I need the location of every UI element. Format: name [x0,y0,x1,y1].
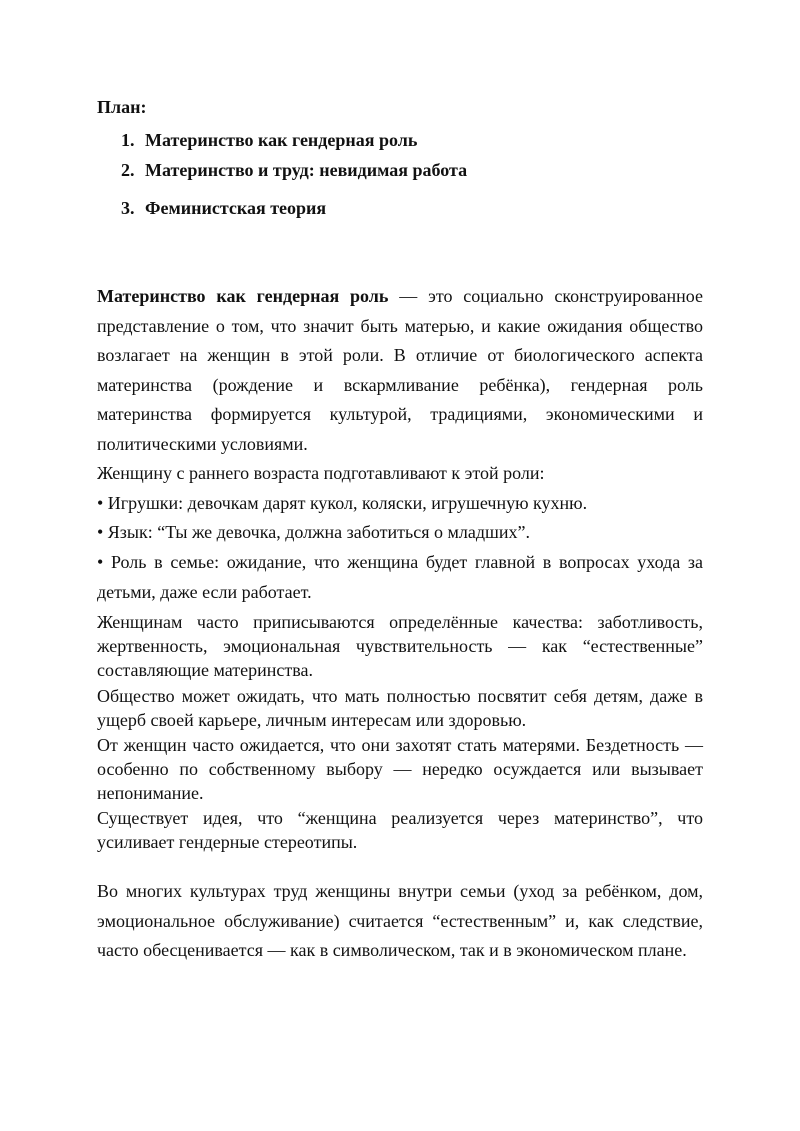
plan-item-text: Феминистская теория [145,198,327,218]
labor-paragraph: Во многих культурах труд женщины внутри семьи (уход за ребёнком, дом, эмоциональное обслуживание) считается “естественным” и, как следствие, часто обесценивается — как в символическом, так и в экономическом плане. [97,881,703,960]
prep-intro-paragraph: Женщину с раннего возраста подготавливают к этой роли: [97,463,545,483]
plan-item [121,158,467,182]
bullet-item: • Роль в семье: ожидание, что женщина будет главной в вопросах ухода за детьми, даже если работает. [97,552,703,602]
plan-item [121,128,417,152]
intro-paragraph [97,282,703,459]
plan-item [121,196,326,220]
plan-item-text: Материнство и труд: невидимая работа [145,160,468,180]
bullet-item: • Игрушки: девочкам дарят кукол, коляски, игрушечную кухню. [97,493,588,513]
plan-item-number: 3. [121,198,135,218]
qualities-paragraph: Женщинам часто приписываются определённые качества: заботливость, жертвенность, эмоциональная чувствительность — как “естественные” составляющие материнства. [97,612,703,681]
document-page [97,0,703,1131]
plan-title: План: [97,97,147,117]
plan-item-number: 2. [121,160,135,180]
intro-term: Материнство как гендерная роль [97,286,389,306]
idea-paragraph: Существует идея, что “женщина реализуется через материнство”, что усиливает гендерные стереотипы. [97,808,703,853]
bullet-item: • Язык: “Ты же девочка, должна заботиться о младших”. [97,522,531,542]
society-paragraph: Общество может ожидать, что мать полностью посвятит себя детям, даже в ущерб своей карьере, личным интересам или здоровью. [97,686,703,731]
plan-item-text: Материнство как гендерная роль [145,130,418,150]
intro-text: — это социально сконструированное представление о том, что значит быть матерью, и какие ожидания общество возлагает на женщин в этой роли. В отличие от биологического аспекта материнства (рождение и вскармливание ребёнка), гендерная роль материнства формируется культурой, традициями, экономическими и политическими условиями. [97,286,703,454]
childless-paragraph: От женщин часто ожидается, что они захотят стать матерями. Бездетность — особенно по собственному выбору — нередко осуждается или вызывает непонимание. [97,735,703,804]
plan-item-number: 1. [121,130,135,150]
